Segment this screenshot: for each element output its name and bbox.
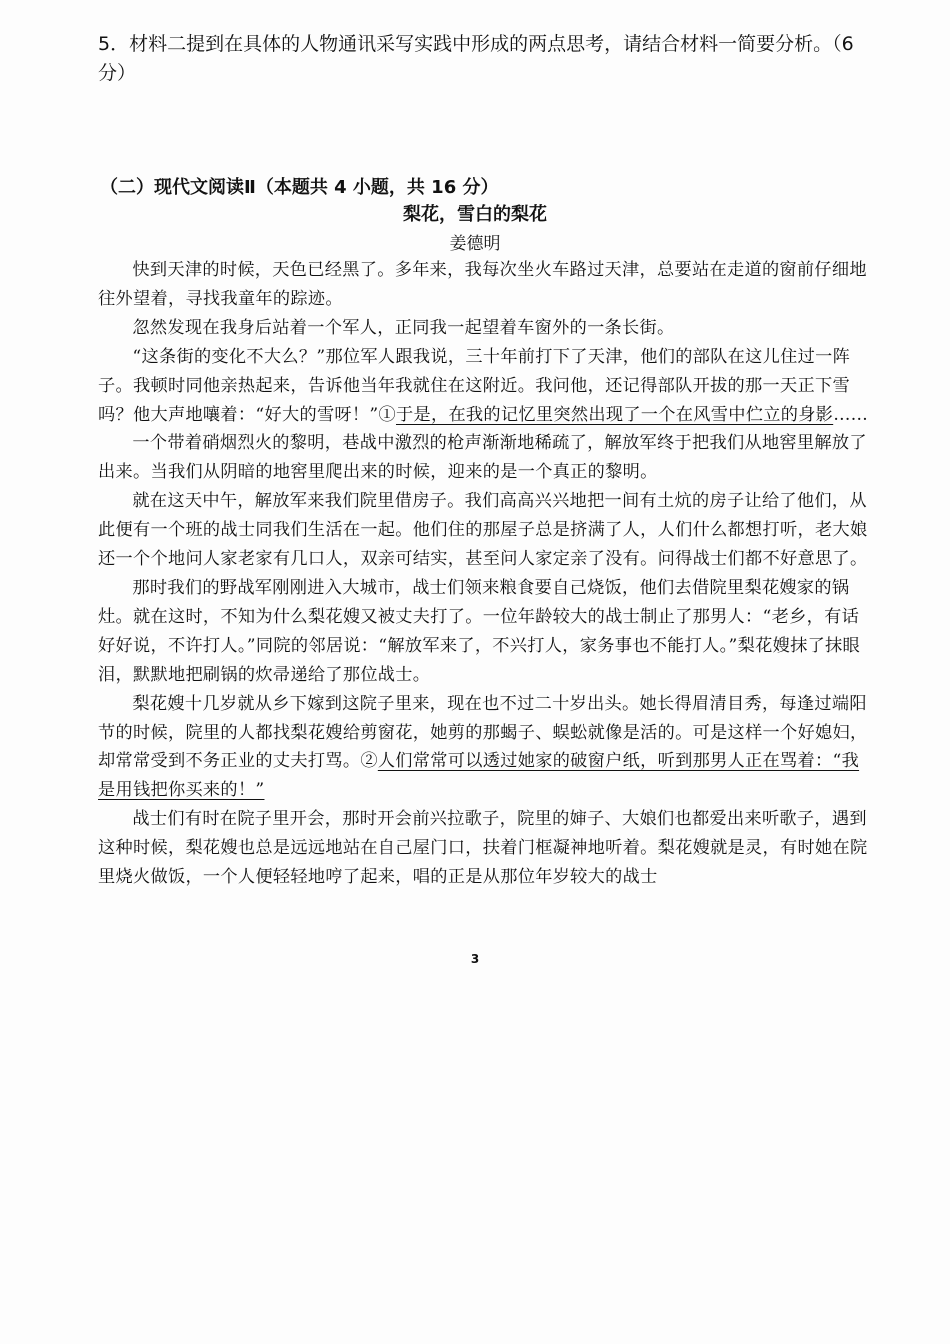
paragraph-5: 就在这天中午，解放军来我们院里借房子。我们高高兴兴地把一间有土炕的房子让给了他们，从此便有一个班的战士同我们生活在一起。他们住的那屋子总是挤满了人，人们什么都想打听，老大娘还一个个地问人家老家有几口人，双亲可结实，甚至问人家定亲了没有。问得战士们都不好意思了。 [98, 491, 868, 570]
paragraph-4: 一个带着硝烟烈火的黎明，巷战中激烈的枪声渐渐地稀疏了，解放军终于把我们从地窖里解放了出来。当我们从阴暗的地窖里爬出来的时候，迎来的是一个真正的黎明。 [98, 433, 867, 483]
paragraph-3-ellipsis: …… [833, 404, 869, 425]
paragraph-2: 忽然发现在我身后站着一个军人，正同我一起望着车窗外的一条长街。 [132, 317, 675, 338]
article-title: 梨花，雪白的梨花 [403, 204, 547, 225]
article-author: 姜德明 [449, 234, 501, 254]
underlined-sentence-1: 于是，在我的记忆里突然出现了一个在风雪中伫立的身影 [395, 404, 834, 425]
page-number: 3 [470, 952, 480, 966]
paragraph-3 [98, 343, 874, 430]
paragraph-6: 那时我们的野战军刚刚进入大城市，战士们领来粮食要自己烧饭，他们去借院里梨花嫂家的锅灶。就在这时，不知为什么梨花嫂又被丈夫打了。一位年龄较大的战士制止了那男人：“老乡，有话好好说，不许打人。”同院的邻居说：“解放军来了，不兴打人，家务事也不能打人。”梨花嫂抹了抹眼泪，默默地把刷锅的炊帚递给了那位战士。 [98, 577, 861, 685]
article-body [98, 256, 874, 892]
question-5: 5．材料二提到在具体的人物通讯采写实践中形成的两点思考，请结合材料一简要分析。（6分） [98, 33, 854, 84]
paragraph-8: 战士们有时在院子里开会，那时开会前兴拉歌子，院里的婶子、大娘们也都爱出来听歌子，遇到这种时候，梨花嫂也总是远远地站在自己屋门口，扶着门框凝神地听着。梨花嫂就是灵，有时她在院里烧火做饭，一个人便轻轻地哼了起来，唱的正是从那位年岁较大的战士 [98, 809, 868, 888]
paragraph-7-text: 梨花嫂十几岁就从乡下嫁到这院子里来，现在也不过二十岁出头。她长得眉清目秀，每逢过端阳节的时候，院里的人都找梨花嫂给剪窗花，她剪的那蝎子、蜈蚣就像是活的。可是这样一个好媳妇，却常常受到不务正业的丈夫打骂。② [98, 693, 868, 772]
underlined-sentence-2: 人们常常可以透过她家的破窗户纸，听到那男人正在骂着：“我是用钱把你买来的！” [98, 751, 860, 801]
paragraph-3-text: “这条街的变化不大么？”那位军人跟我说，三十年前打下了天津，他们的部队在这儿住过一阵子。我顿时同他亲热起来，告诉他当年我就住在这附近。我问他，还记得部队开拔的那一天正下雪吗？他大声地嚷着：“好大的雪呀！”① [98, 346, 851, 425]
paragraph-7 [98, 690, 874, 806]
section-title: （二）现代文阅读Ⅱ（本题共 4 小题，共 16 分） [100, 177, 499, 198]
paragraph-1: 快到天津的时候，天色已经黑了。多年来，我每次坐火车路过天津，总要站在走道的窗前仔细地往外望着，寻找我童年的踪迹。 [98, 260, 867, 309]
